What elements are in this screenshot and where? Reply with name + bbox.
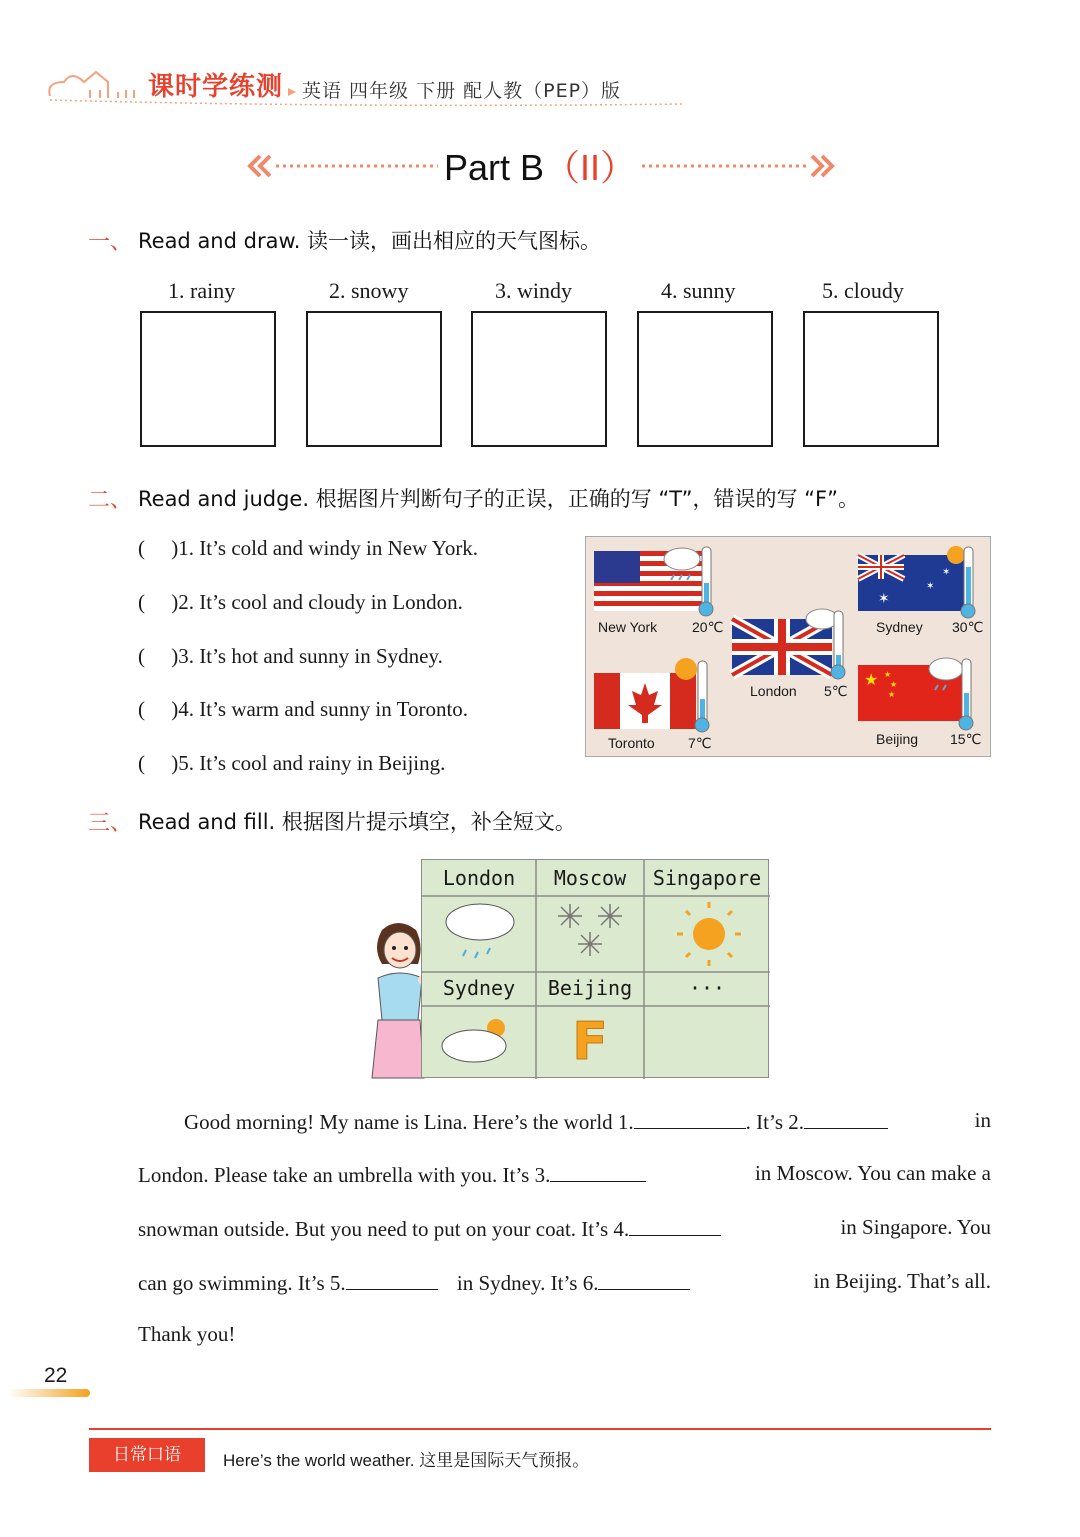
blank-6[interactable] [598,1269,690,1290]
part-title-text: Part B [443,147,545,188]
grid-city-london: London [442,866,516,890]
part-title-right-arrow-icon [640,152,836,184]
draw-item-2-label: 2. snowy [329,278,409,303]
temp-sydney: 30℃ [952,619,984,635]
fill-line-3 [138,1215,991,1242]
world-weather-panel [585,536,991,757]
daily-phrase-text: Here’s the world weather. 这里是国际天气预报。 [223,1451,590,1470]
judge-item-4[interactable]: ( )4. It’s warm and sunny in Toronto. [138,697,469,721]
fahrenheit-letter-icon: F [572,1012,608,1072]
draw-item-4-label: 4. sunny [661,278,736,303]
judge-item-1[interactable]: ( )1. It’s cold and windy in New York. [138,536,479,560]
rainy-cloud-icon [446,904,514,958]
fill-text-3a: snowman outside. But you need to put on your coat. It’s 4. [138,1217,630,1241]
fill-line-2 [138,1161,991,1188]
fill-text-4b: in Sydney. It’s 6. [456,1271,599,1295]
fill-line-1 [184,1108,991,1135]
fill-line-4 [138,1269,991,1296]
section3-title: Read and fill. 根据图片提示填空，补全短文。 [138,810,576,834]
section3-number: 三、 [88,811,133,836]
svg-text:★: ★ [864,670,879,689]
part-title-paren: （II） [544,147,637,188]
page-number: 22 [44,1364,68,1387]
svg-text:✶: ✶ [878,591,890,607]
judge-item-5[interactable]: ( )5. It’s cool and rainy in Beijing. [138,751,446,775]
weather-grid [421,859,769,1078]
blank-5[interactable] [346,1269,438,1290]
draw-box-2[interactable] [306,311,442,447]
draw-box-4[interactable] [637,311,773,447]
svg-text:★: ★ [884,670,892,679]
blank-3[interactable] [550,1161,646,1182]
judge-item-2[interactable]: ( )2. It’s cool and cloudy in London. [138,590,463,614]
temp-new-york: 20℃ [692,619,724,635]
sunny-icon [947,546,965,564]
svg-text:✶: ✶ [942,567,951,578]
temp-london: 5℃ [824,683,848,699]
draw-box-3[interactable] [471,311,607,447]
fill-text-2b: in Moscow. You can make a [754,1161,991,1185]
partly-cloudy-icon [442,1019,506,1062]
book-subtitle: 英语 四年级 下册 配人教（PEP）版 [302,80,622,102]
daily-phrase-badge: 日常口语 [89,1438,205,1472]
grid-city-moscow: Moscow [553,866,627,890]
page-number-bar [8,1389,90,1397]
temp-toronto: 7℃ [688,735,712,751]
fill-text-4a: can go swimming. It’s 5. [138,1271,346,1295]
blank-2[interactable] [804,1108,888,1129]
footer-divider [89,1428,991,1430]
snowflake-icon [558,904,622,956]
grid-city-sydney: Sydney [442,976,516,1000]
city-label-toronto: Toronto [608,735,655,751]
city-label-london: London [750,683,797,699]
draw-item-5-label: 5. cloudy [822,278,904,303]
sunny-icon [675,658,697,680]
fill-text-1a: Good morning! My name is Lina. Here’s the world 1. [184,1110,634,1134]
judge-item-3[interactable]: ( )3. It’s hot and sunny in Sydney. [138,644,443,668]
brand-title: 课时学练测 [148,72,284,102]
temp-beijing: 15℃ [950,731,982,747]
draw-item-3-label: 3. windy [495,278,572,303]
canada-flag-icon [594,673,696,729]
section2-title: Read and judge. 根据图片判断句子的正误，正确的写 “T”，错误的写 “F”。 [138,487,860,511]
thermometer-icon [695,661,709,732]
svg-text:★: ★ [890,680,898,689]
draw-item-1-label: 1. rainy [168,278,236,303]
grid-city-singapore: Singapore [652,866,762,890]
city-label-sydney: Sydney [876,619,923,635]
draw-box-1[interactable] [140,311,276,447]
section1-title: Read and draw. 读一读，画出相应的天气图标。 [138,229,602,253]
city-label-beijing: Beijing [876,731,919,747]
draw-box-5[interactable] [803,311,939,447]
fill-text-3b: in Singapore. You [840,1215,991,1239]
sun-icon [677,902,741,966]
fill-text-1c: in [974,1108,991,1132]
australia-flag-icon [858,555,964,611]
blank-1[interactable] [634,1108,746,1129]
blank-4[interactable] [629,1215,721,1236]
grid-ellipsis: ··· [688,976,726,1000]
cloudy-icon [806,609,838,629]
fill-line-5: Thank you! [138,1322,236,1346]
grid-city-beijing: Beijing [547,976,633,1000]
fill-text-1b: . It’s 2. [745,1110,805,1134]
svg-text:✶: ✶ [926,581,935,592]
fill-text-4c: in Beijing. That’s all. [813,1269,991,1293]
city-label-new-york: New York [598,619,658,635]
part-title [0,140,1080,191]
fill-text-2a: London. Please take an umbrella with you. It’s 3. [138,1163,551,1187]
svg-text:★: ★ [888,690,896,699]
section2-number: 二、 [88,488,133,513]
section1-number: 一、 [88,230,133,255]
